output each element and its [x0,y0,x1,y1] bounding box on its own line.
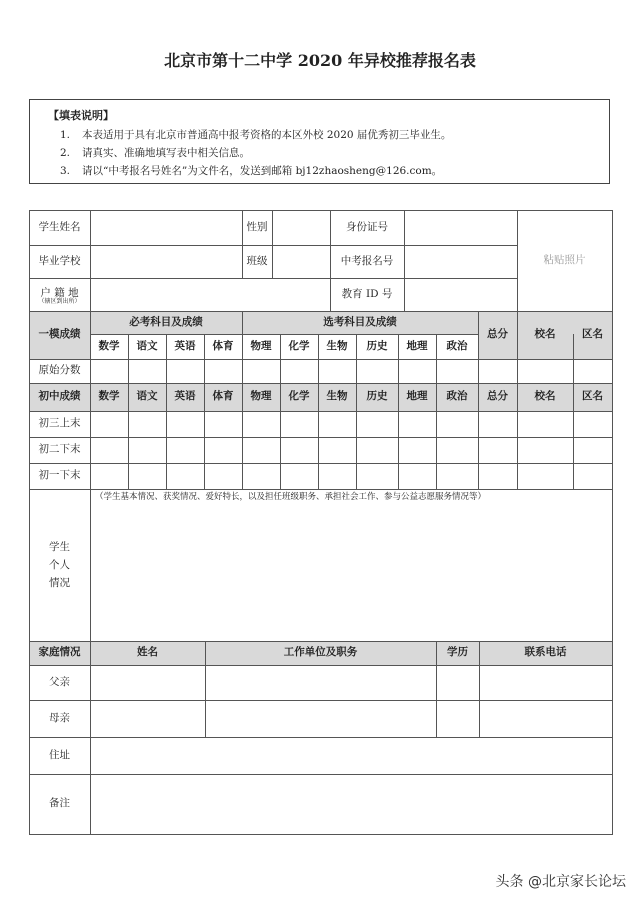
cell-label: 母亲 [49,711,70,724]
address-field[interactable] [91,738,611,773]
personal-info-label [29,489,90,641]
subject-header: 数学 [98,339,120,352]
score-cell[interactable] [319,464,355,488]
score-cell[interactable] [205,438,241,462]
subject-header: 数学 [98,390,120,403]
cell-label: 初中成绩 [38,390,81,403]
score-cell[interactable] [243,360,279,382]
subject-header: 英语 [174,390,196,403]
cell-label: 区名 [582,328,603,341]
score-cell[interactable] [399,438,435,462]
score-cell[interactable] [479,438,516,462]
score-cell[interactable] [205,412,241,436]
subject-header: 体育 [212,390,234,403]
score-cell[interactable] [574,464,611,488]
score-cell[interactable] [437,360,477,382]
cell-label: 姓名 [137,646,158,659]
subject-header: 体育 [212,339,234,352]
cell-label: 学历 [447,646,468,659]
instruction-item: 1. 本表适用于具有北京市普通高中报考资格的本区外校 2020 届优秀初三毕业生。 [60,129,452,141]
score-cell[interactable] [479,464,516,488]
subject-header: 地理 [406,390,428,403]
score-cell[interactable] [479,412,516,436]
score-cell[interactable] [129,412,165,436]
household-field[interactable] [91,279,329,310]
score-cell[interactable] [167,464,203,488]
term-label: 初三上末 [38,417,81,430]
score-cell[interactable] [574,412,611,436]
score-cell[interactable] [91,438,127,462]
graduate-school-field[interactable] [91,246,241,277]
mother-work-field[interactable] [206,701,435,736]
score-cell[interactable] [91,412,127,436]
cell-label: 住址 [49,748,70,761]
cell-label: 中考报名号 [340,254,394,267]
score-cell[interactable] [518,438,572,462]
score-cell[interactable] [357,360,397,382]
subject-header: 化学 [288,339,310,352]
mother-phone-field[interactable] [480,701,611,736]
score-cell[interactable] [518,464,572,488]
cell-label: 毕业学校 [38,254,81,267]
term-label: 初一下末 [38,469,81,482]
cell-label: 工作单位及职务 [283,646,358,659]
mother-name-field[interactable] [91,701,204,736]
subject-header: 地理 [406,339,428,352]
cell-label: 校名 [534,390,556,403]
father-phone-field[interactable] [480,666,611,699]
watermark: 头条 @北京家长论坛 [495,874,626,890]
student-name-field[interactable] [91,211,241,244]
cell-label: 总分 [487,390,508,403]
subject-header: 政治 [446,339,468,352]
cell-label: 父亲 [49,675,70,688]
subject-header: 语文 [136,390,158,403]
score-cell[interactable] [518,360,572,382]
grid-line [29,834,612,835]
score-cell[interactable] [167,438,203,462]
score-cell[interactable] [319,438,355,462]
class-field[interactable] [273,246,329,277]
score-cell[interactable] [437,412,477,436]
cell-label: 总分 [487,328,508,341]
cell-label: 区名 [582,390,603,403]
subject-header: 历史 [366,339,388,352]
score-cell[interactable] [281,412,317,436]
grid-line [612,210,613,835]
cell-label: 原始分数 [38,364,81,377]
cell-label: 联系电话 [524,646,567,659]
score-cell[interactable] [357,464,397,488]
score-cell[interactable] [319,360,355,382]
cell-label: 必考科目及成绩 [129,315,203,328]
score-cell[interactable] [319,412,355,436]
score-cell[interactable] [357,412,397,436]
gender-field[interactable] [273,211,329,244]
subject-header: 语文 [136,339,158,352]
subject-header: 生物 [326,339,348,352]
score-cell[interactable] [437,464,477,488]
score-cell[interactable] [205,360,241,382]
page-title: 北京市第十二中学 2020 年异校推荐报名表 [164,51,476,70]
subject-header: 政治 [446,390,468,403]
score-cell[interactable] [399,360,435,382]
subject-header: 历史 [366,390,388,403]
cell-label: 备注 [49,797,70,810]
cell-label: 选考科目及成绩 [323,315,397,328]
score-cell[interactable] [167,412,203,436]
cell-label: 班级 [246,254,268,267]
cell-label: 户 籍 地 [40,286,79,299]
score-cell[interactable] [129,438,165,462]
score-cell[interactable] [281,438,317,462]
score-cell[interactable] [129,360,165,382]
remarks-field[interactable] [91,775,611,833]
cell-label: 学生姓名 [38,220,81,233]
exam-reg-number-field[interactable] [405,246,516,277]
cell-label: 性别 [246,220,268,233]
score-cell[interactable] [205,464,241,488]
personal-info-textarea[interactable] [91,506,611,640]
education-id-field[interactable] [405,279,516,310]
cell-label: 家庭情况 [38,646,81,659]
subject-header: 英语 [174,339,196,352]
subject-header: 物理 [250,339,272,352]
cell-label: 校名 [534,328,556,341]
score-cell[interactable] [574,360,611,382]
score-cell[interactable] [574,438,611,462]
score-cell[interactable] [243,412,279,436]
cell-label: （辖区到出所） [38,298,81,305]
cell-label: 身份证号 [346,220,388,233]
personal-info-hint: （学生基本情况、获奖情况、爱好特长，以及担任班级职务、承担社会工作、参与公益志愿服务情况等） [95,492,487,502]
subject-header: 化学 [288,390,310,403]
score-cell[interactable] [479,360,516,382]
score-cell[interactable] [357,438,397,462]
subject-header: 物理 [250,390,272,403]
personal-label-line: 学生 [49,541,70,553]
instructions-heading: 【填表说明】 [48,109,114,122]
mother-education-field[interactable] [437,701,478,736]
photo-upload-area[interactable] [518,211,611,310]
father-name-field[interactable] [91,666,204,699]
score-cell[interactable] [399,412,435,436]
score-cell[interactable] [399,464,435,488]
score-cell[interactable] [281,464,317,488]
score-cell[interactable] [167,360,203,382]
father-work-field[interactable] [206,666,435,699]
subject-header: 生物 [326,390,348,403]
score-cell[interactable] [437,438,477,462]
term-label: 初二下末 [38,443,81,456]
instruction-item: 2. 请真实、准确地填写表中相关信息。 [60,147,250,159]
score-cell[interactable] [91,360,127,382]
father-education-field[interactable] [437,666,478,699]
score-cell[interactable] [243,464,279,488]
score-cell[interactable] [129,464,165,488]
cell-label: 一模成绩 [38,328,81,341]
score-cell[interactable] [91,464,127,488]
score-cell[interactable] [518,412,572,436]
id-number-field[interactable] [405,211,516,244]
instruction-item: 3. 请以“中考报名号姓名”为文件名，发送到邮箱 bj12zhaosheng@126.com。 [60,165,443,177]
score-cell[interactable] [243,438,279,462]
personal-label-line: 情况 [49,577,70,589]
score-cell[interactable] [281,360,317,382]
cell-label: 教育 ID 号 [341,287,393,300]
personal-label-line: 个人 [49,559,70,571]
photo-placeholder: 粘贴照片 [543,253,586,266]
